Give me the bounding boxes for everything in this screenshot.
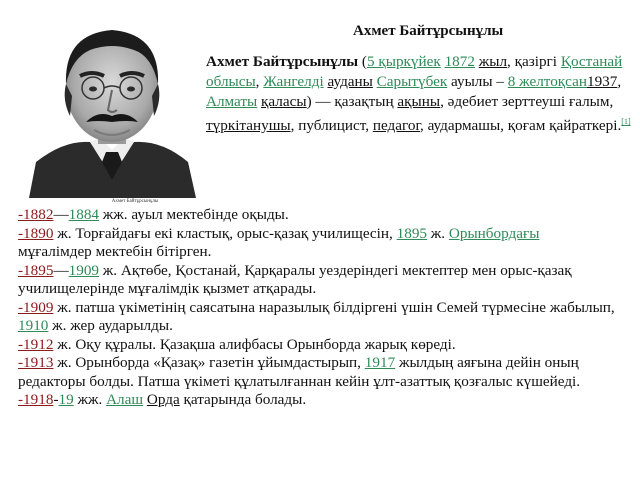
timeline-text: ж.	[427, 224, 449, 242]
intro-text: ,	[255, 73, 264, 90]
oblys-link[interactable]: Қостанай облысы	[206, 53, 623, 90]
intro-text: ауылы –	[447, 73, 508, 90]
intro-text: , әдебиет зерттеуші ғалым,	[440, 93, 614, 110]
year-link[interactable]: 19	[58, 391, 74, 408]
timeline-year: -1882	[18, 206, 54, 223]
timeline-text: мұғалімдер мектебін бітірген.	[18, 243, 212, 260]
timeline-year: -1912	[18, 335, 54, 353]
timeline-year: -1909	[18, 298, 54, 316]
birth-day-link[interactable]: 5 қыркүйек	[366, 53, 441, 70]
timeline-year: -1913	[18, 354, 54, 371]
year-link[interactable]: 1910	[18, 317, 49, 334]
intro-text: ) — қазақтың	[306, 93, 398, 110]
timeline-text: жж. ауыл мектебінде оқыды.	[99, 206, 289, 223]
timeline-text: қатарында болады.	[179, 391, 307, 408]
timeline-text: ж. патша үкіметінің саясатына наразылық білдіргені үшін Семей түрмесіне жабылып,	[53, 298, 615, 316]
portrait-illustration	[24, 12, 200, 198]
intro-text: , публицист,	[290, 117, 373, 135]
timeline-entry	[18, 262, 636, 299]
qalasy-link[interactable]: қаласы	[261, 93, 307, 110]
timeline-text: жылдың аяғына дейін оның редакторы болды. Патша үкіметі құлатылғаннан кейін ұлт-азаттық қозғалыс күшейеді.	[18, 354, 581, 390]
timeline-entry	[18, 206, 636, 225]
akyny-link[interactable]: ақыны	[397, 93, 441, 110]
timeline-year: -1890	[18, 224, 54, 242]
alash-link[interactable]: Алаш	[106, 391, 144, 408]
year-link[interactable]: 1895	[396, 224, 427, 242]
person-name: Ахмет Байтұрсынұлы	[206, 53, 359, 70]
page-title: Ахмет Байтұрсынұлы	[353, 23, 504, 39]
timeline-entry	[18, 336, 636, 355]
timeline-text: ж. Ақтөбе, Қостанай, Қарқаралы уездеріндегі мектептер мен орыс-қазақ училищелерінде мұғалімдік қызмет атқарады.	[18, 261, 572, 297]
pedagog-link[interactable]: педагог	[372, 117, 420, 135]
timeline-text: ж. Торғайдағы екі кластық, орыс-қазақ училищесін,	[53, 224, 397, 242]
timeline-text: ж. Оқу құралы. Қазақша алифбасы Орынборда жарық көреді.	[53, 335, 456, 353]
timeline-text: ж. Орынборда «Қазақ» газетін ұйымдастырып,	[53, 354, 365, 371]
timeline	[18, 206, 636, 410]
intro-text: ,	[617, 73, 622, 90]
birth-year-link[interactable]: 1872	[444, 53, 475, 70]
intro-paragraph	[206, 52, 638, 136]
timeline-entry	[18, 354, 636, 391]
timeline-text: -	[53, 391, 59, 408]
timeline-year: -1918	[18, 391, 54, 408]
timeline-entry	[18, 225, 636, 262]
reference-link[interactable]: [1]	[621, 117, 631, 126]
intro-text: (	[358, 53, 367, 70]
orda-link[interactable]: Орда	[146, 391, 180, 408]
turkitanushy-link[interactable]: түркітанушы	[206, 117, 291, 135]
orynbor-link[interactable]: Орынбордағы	[448, 224, 540, 242]
zhangeldi-link[interactable]: Жангелді	[263, 73, 324, 90]
year-link[interactable]: 1884	[68, 206, 99, 223]
timeline-text: жж.	[73, 391, 107, 408]
timeline-text: —	[53, 206, 69, 223]
sarytubek-link[interactable]: Сарытүбек	[376, 73, 448, 90]
year-link[interactable]: 1909	[68, 261, 99, 279]
portrait-caption: Ахмет Байтұрсынұлы	[111, 199, 159, 204]
year-link[interactable]: 1917	[364, 354, 396, 371]
year-word-link[interactable]: жыл	[478, 53, 508, 70]
intro-text: , аудармашы, қоғам қайраткері.	[419, 117, 622, 135]
timeline-entry	[18, 299, 636, 336]
death-year: 1937	[586, 73, 618, 90]
audany-link[interactable]: ауданы	[327, 73, 373, 90]
intro-text: , қазіргі	[507, 53, 561, 70]
timeline-text: ж. жер аударылды.	[48, 317, 173, 334]
almaty-link[interactable]: Алматы	[206, 93, 258, 110]
death-date-link[interactable]: 8 желтоқсан	[507, 73, 587, 90]
timeline-year: -1895	[18, 261, 54, 279]
portrait-photo	[24, 12, 200, 198]
timeline-entry	[18, 391, 636, 410]
timeline-text: —	[53, 261, 69, 279]
